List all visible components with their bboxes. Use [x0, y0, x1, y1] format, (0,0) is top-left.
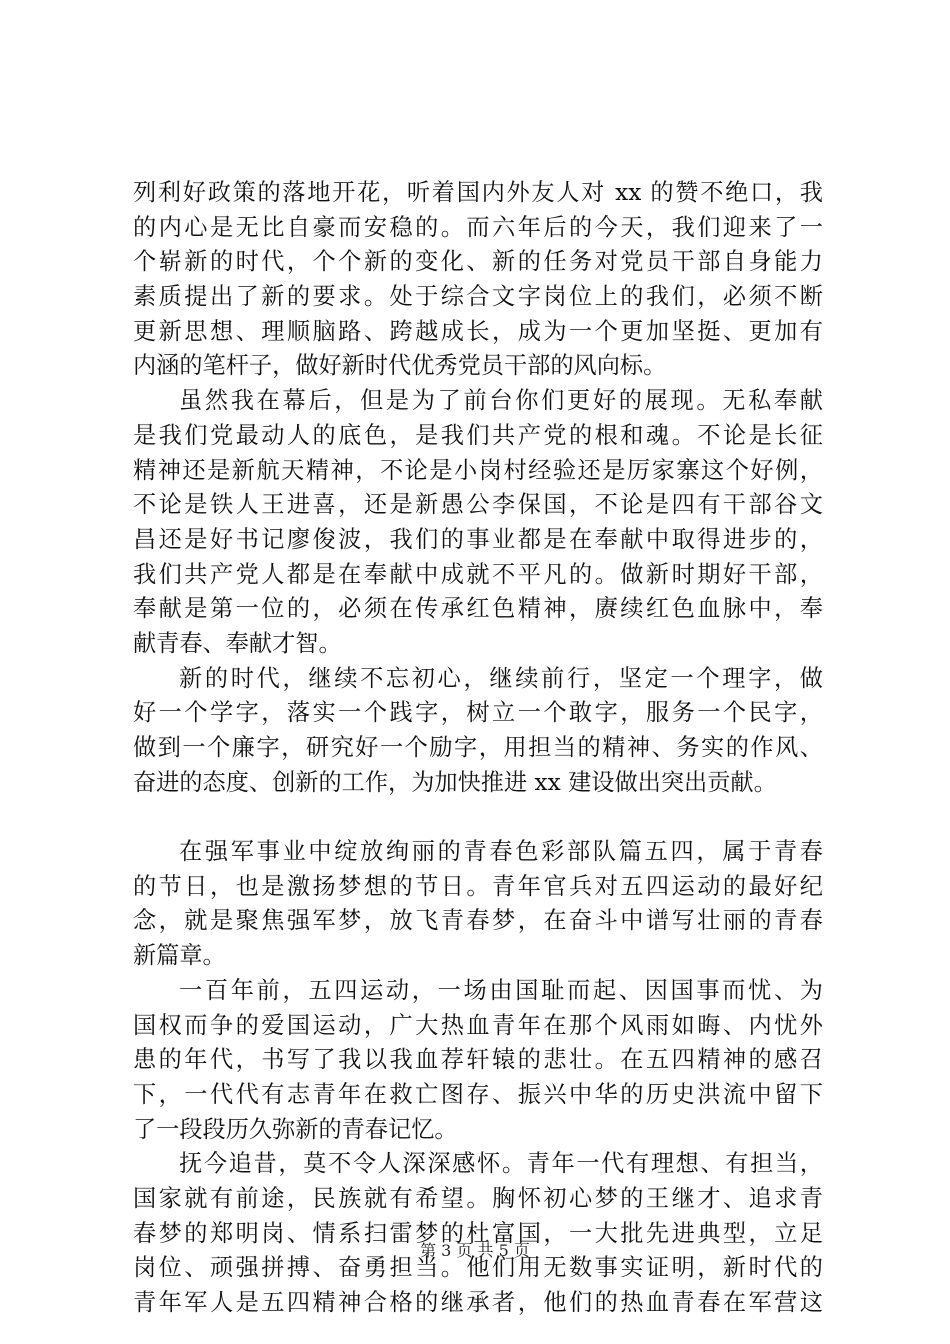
- paragraph-2: [133, 384, 823, 662]
- text-line: 抚今追昔，莫不令人深深感怀。青年一代有理想、有担当，: [179, 1150, 823, 1178]
- paragraph-5: [133, 974, 823, 1147]
- text-line: 在强军事业中绽放绚丽的青春色彩部队篇五四，属于青春: [179, 838, 823, 866]
- paragraph-1: [133, 176, 823, 384]
- text-line: 青年军人是五四精神合格的继承者，他们的热血青春在军营这: [133, 1289, 823, 1316]
- text-line: 好一个学字，落实一个践字，树立一个敢字，服务一个民字，: [133, 699, 823, 727]
- text-line: 患的年代，书写了我以我血荐轩辕的悲壮。在五四精神的感召: [133, 1046, 823, 1074]
- page-indicator: 第 3 页 共 5 页: [420, 1241, 530, 1260]
- text-line: 新的时代，继续不忘初心，继续前行，坚定一个理字，做: [179, 664, 823, 692]
- document-body: [133, 176, 823, 1321]
- paragraph-3: [133, 662, 823, 801]
- text-line: 素质提出了新的要求。处于综合文字岗位上的我们，必须不断: [133, 283, 823, 311]
- text-line: 更新思想、理顺脑路、跨越成长，成为一个更加坚挺、更加有: [133, 317, 823, 345]
- page-footer: [0, 1240, 950, 1262]
- text-line: 奉献是第一位的，必须在传承红色精神，赓续红色血脉中，奉: [133, 595, 823, 623]
- text-line: 新篇章。: [133, 942, 226, 970]
- text-line: 虽然我在幕后，但是为了前台你们更好的展现。无私奉献: [179, 387, 823, 415]
- text-line: 国权而争的爱国运动，广大热血青年在那个风雨如晦、内忧外: [133, 1011, 823, 1039]
- text-line: 做到一个廉字，研究好一个励字，用担当的精神、务实的作风、: [133, 734, 823, 761]
- text-line: 个崭新的时代，个个新的变化、新的任务对党员干部自身能力: [133, 248, 823, 276]
- text-line: 献青春、奉献才智。: [133, 629, 342, 657]
- text-line: 奋进的态度、创新的工作，为加快推进 xx 建设做出突出贡献。: [133, 768, 777, 796]
- text-line: 念，就是聚焦强军梦，放飞青春梦，在奋斗中谱写壮丽的青春: [133, 907, 823, 935]
- paragraph-6: [133, 1147, 823, 1320]
- text-line: 一百年前，五四运动，一场由国耻而起、因国事而忧、为: [179, 976, 823, 1004]
- text-line: 昌还是好书记廖俊波，我们的事业都是在奉献中取得进步的，: [133, 525, 823, 553]
- text-line: 了一段段历久弥新的青春记忆。: [133, 1115, 458, 1143]
- text-line: 不论是铁人王进喜，还是新愚公李保国，不论是四有干部谷文: [133, 491, 823, 519]
- text-line: 是我们党最动人的底色，是我们共产党的根和魂。不论是长征: [133, 421, 823, 449]
- text-line: 国家就有前途，民族就有希望。胸怀初心梦的王继才、追求青: [133, 1184, 823, 1212]
- text-line: 下，一代代有志青年在救亡图存、振兴中华的历史洪流中留下: [133, 1080, 823, 1108]
- text-line: 春梦的郑明岗、情系扫雷梦的杜富国，一大批先进典型，立足: [133, 1219, 823, 1247]
- paragraph-4: [133, 835, 823, 974]
- text-line: 内涵的笔杆子，做好新时代优秀党员干部的风向标。: [133, 352, 667, 380]
- text-line: 的内心是无比自豪而安稳的。而六年后的今天，我们迎来了一: [133, 213, 823, 241]
- text-line: 列利好政策的落地开花，听着国内外友人对 xx 的赞不绝口，我: [133, 179, 823, 206]
- text-line: 精神还是新航天精神，不论是小岗村经验还是厉家寨这个好例，: [133, 456, 823, 484]
- paragraph-spacer: [133, 800, 823, 835]
- text-line: 我们共产党人都是在奉献中成就不平凡的。做新时期好干部，: [133, 560, 823, 588]
- text-line: 的节日，也是激扬梦想的节日。青年官兵对五四运动的最好纪: [133, 872, 823, 900]
- text-line: 岗位、顽强拼搏、奋勇担当。他们用无数事实证明，新时代的: [133, 1254, 823, 1282]
